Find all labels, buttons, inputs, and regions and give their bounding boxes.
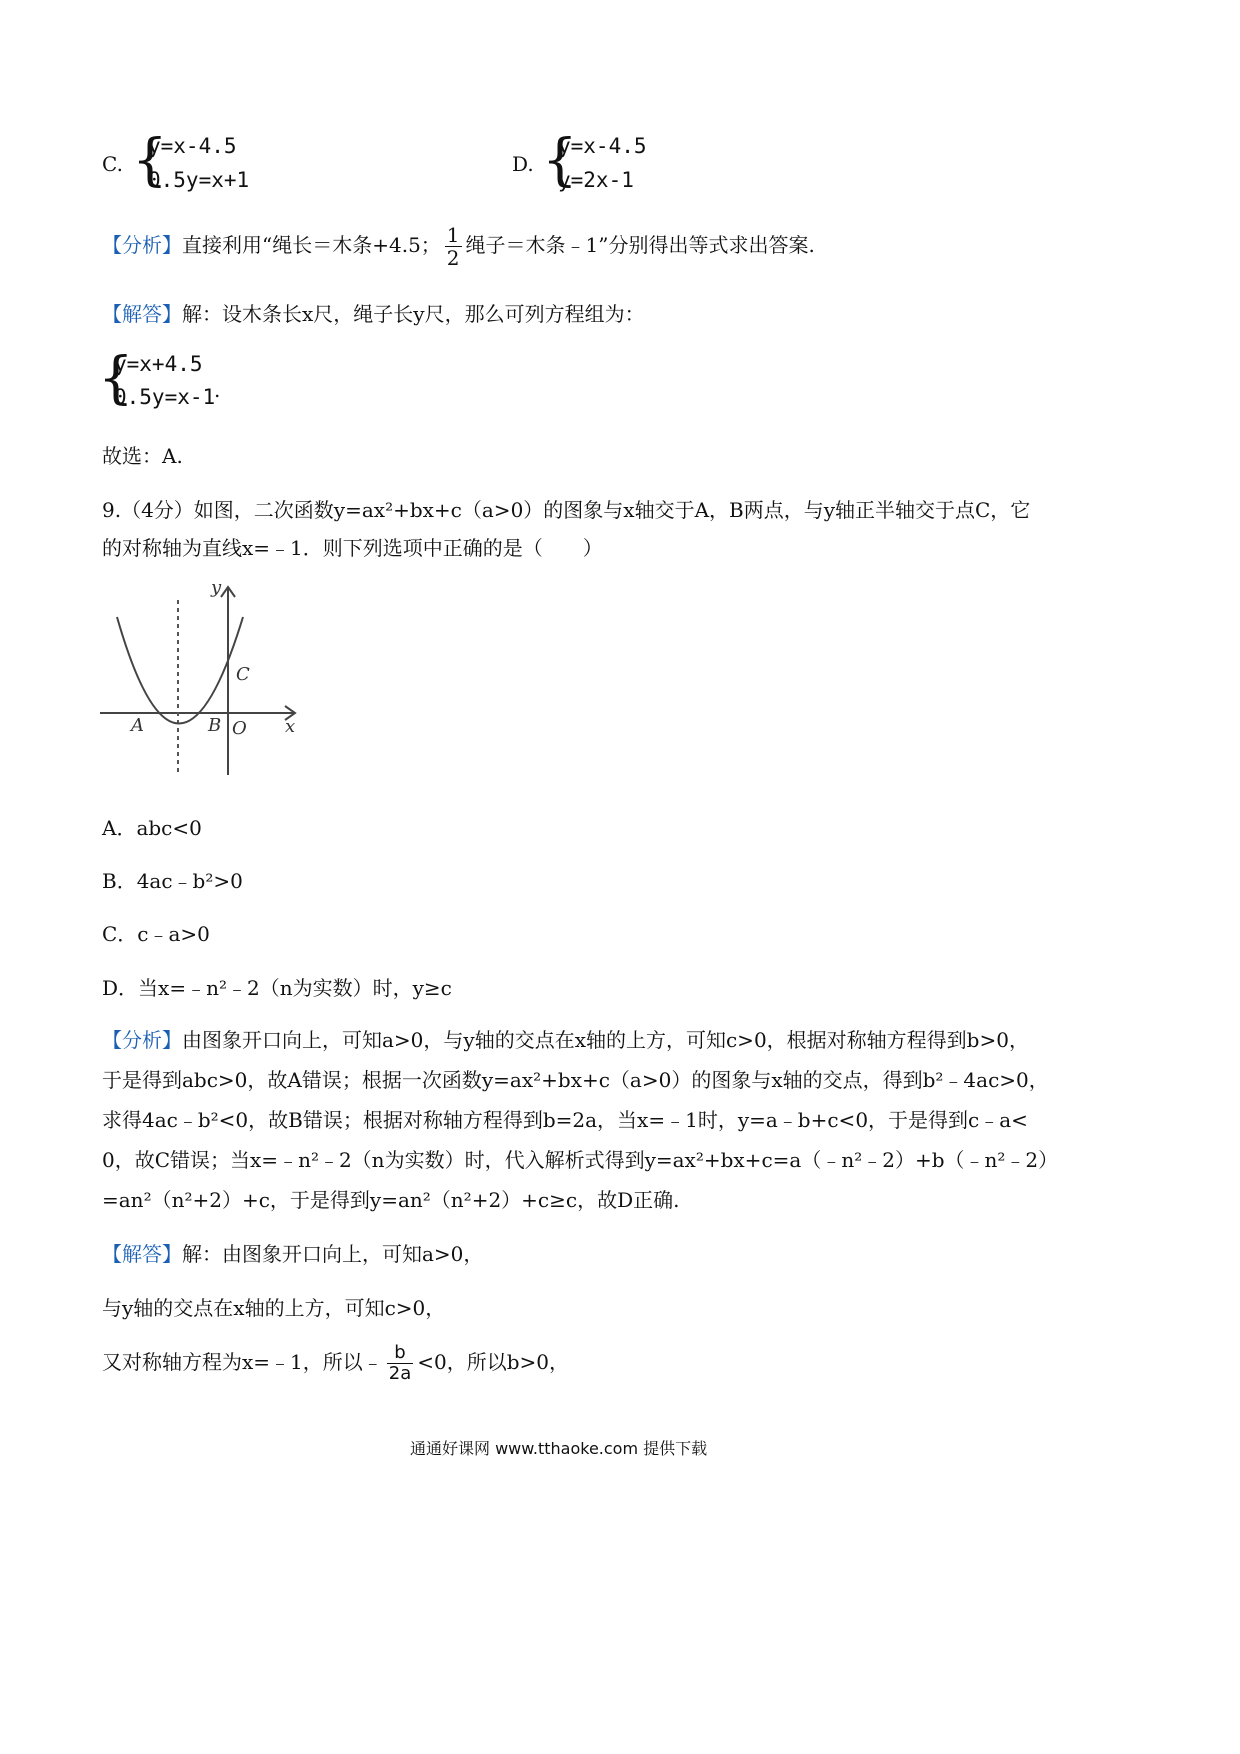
- label-b: B: [208, 715, 222, 736]
- label-a: A: [131, 715, 144, 736]
- analysis-9-line2: 于是得到abc>0，故A错误；根据一次函数y=ax²+bx+c（a>0）的图象与x轴的交点，得到b²﹣4ac>0，: [102, 1068, 1049, 1092]
- answer-8-period: .: [214, 378, 221, 402]
- answer-tag: 【解答】: [102, 1242, 182, 1266]
- parabola-graph: [95, 575, 310, 785]
- option-c-label: C.: [102, 152, 123, 176]
- fraction-half: $\frac{1}{2}$: [446, 223, 460, 270]
- option-d-eq1: y=x-4.5: [558, 134, 647, 158]
- label-x: x: [285, 716, 296, 737]
- option-c-eq2: 0.5y=x+1: [148, 168, 250, 192]
- option-d-eq2: y=2x-1: [558, 168, 634, 192]
- answer-8-text: 解：设木条长x尺，绳子长y尺，那么可列方程组为：: [182, 302, 645, 326]
- answer-8: [102, 298, 645, 327]
- analysis-8-text: 直接利用“绳长＝木条+4.5；: [182, 233, 441, 257]
- analysis-9-line3: 求得4ac﹣b²<0，故B错误；根据对称轴方程得到b=2a，当x=﹣1时，y=a﹣b+c<0，于是得到c﹣a<: [102, 1108, 1028, 1132]
- analysis-tag: 【分析】: [102, 1028, 182, 1052]
- footer-text: 通通好课网 www.tthaoke.com 提供下载: [410, 1439, 708, 1458]
- question-9-line1: 9.（4分）如图，二次函数y=ax²+bx+c（a>0）的图象与x轴交于A，B两点，与y轴正半轴交于点C，它: [102, 498, 1031, 522]
- analysis-tag: 【分析】: [102, 233, 182, 257]
- parabola-curve: [117, 617, 243, 724]
- answer-9-line3: 又对称轴方程为x=﹣1，所以﹣ $\frac{b}{2a}$ <0，所以b>0，: [102, 1342, 570, 1384]
- answer-8-eq2: 0.5y=x-1: [114, 385, 216, 409]
- answer-8-choice: 故选：A.: [102, 444, 183, 468]
- option-d-label: D.: [512, 152, 534, 176]
- analysis-8-text-end: 绳子＝木条﹣1”分别得出等式求出答案.: [465, 233, 815, 257]
- option-d-brace: {: [542, 128, 578, 193]
- label-c: C: [236, 664, 250, 685]
- fraction-b-over-2a: $\frac{b}{2a}$: [388, 1342, 412, 1384]
- analysis-9-line5: =an²（n²+2）+c，于是得到y=an²（n²+2）+c≥c，故D正确.: [102, 1188, 680, 1212]
- option-9b: B．4ac﹣b²>0: [102, 869, 243, 893]
- label-y: y: [211, 577, 222, 598]
- question-9-line2: 的对称轴为直线x=﹣1．则下列选项中正确的是（ ）: [102, 536, 603, 560]
- answer-tag: 【解答】: [102, 302, 182, 326]
- option-c-eq1: y=x-4.5: [148, 134, 237, 158]
- answer-9-line2: 与y轴的交点在x轴的上方，可知c>0，: [102, 1296, 446, 1320]
- analysis-9-line1: 【分析】由图象开口向上，可知a>0，与y轴的交点在x轴的上方，可知c>0，根据对称轴方程得到b>0，: [102, 1028, 1029, 1052]
- label-o: O: [232, 718, 247, 739]
- option-9d: D．当x=﹣n²﹣2（n为实数）时，y≥c: [102, 976, 452, 1000]
- answer-9-line1: 【解答】解：由图象开口向上，可知a>0，: [102, 1242, 484, 1266]
- analysis-8: [102, 224, 815, 269]
- analysis-9-line4: 0，故C错误；当x=﹣n²﹣2（n为实数）时，代入解析式得到y=ax²+bx+c=a（﹣n²﹣2）+b（﹣n²﹣2）: [102, 1148, 1059, 1172]
- answer-8-eq1: y=x+4.5: [114, 352, 203, 376]
- option-9a: A．abc<0: [102, 816, 202, 840]
- option-c-brace: {: [132, 128, 168, 193]
- option-9c: C．c﹣a>0: [102, 922, 210, 946]
- answer-8-brace: {: [98, 346, 134, 411]
